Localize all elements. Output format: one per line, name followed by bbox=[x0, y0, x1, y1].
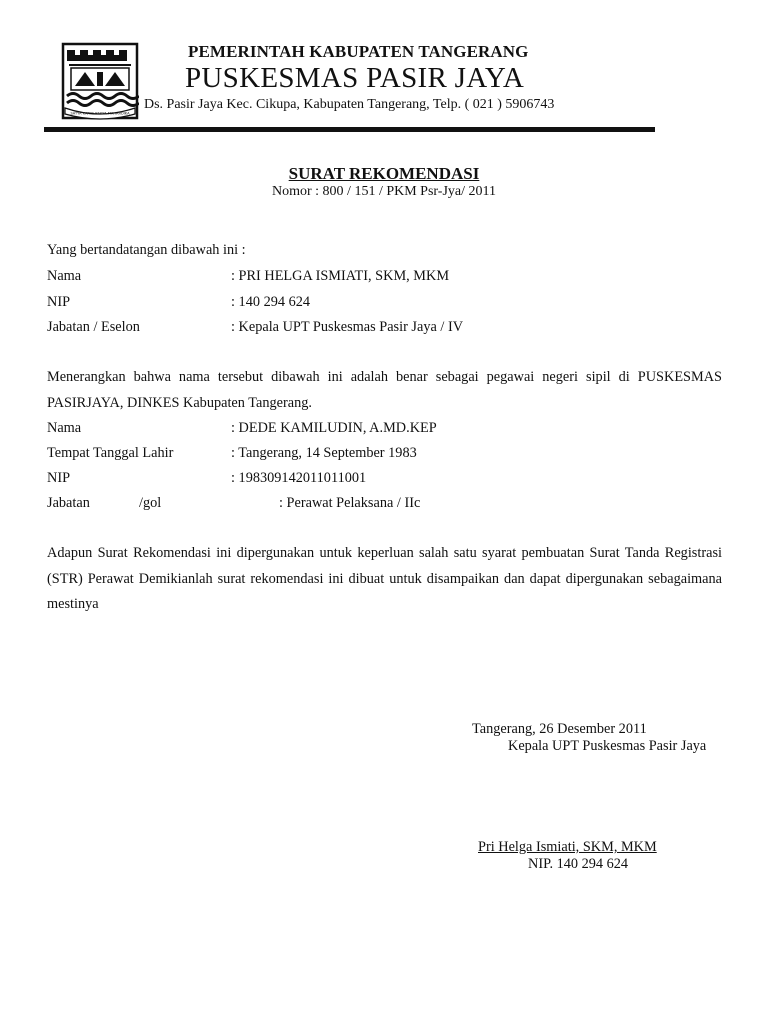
signer-position-value: : Kepala UPT Puskesmas Pasir Jaya / IV bbox=[231, 319, 464, 335]
signer-position-closing: Kepala UPT Puskesmas Pasir Jaya bbox=[508, 738, 707, 754]
signer-nip-closing: NIP. 140 294 624 bbox=[528, 856, 629, 872]
purpose-paragraph: Adapun Surat Rekomendasi ini dipergunakan untuk keperluan salah satu syarat pembuatan Surat Tanda Registrasi (STR) Perawat Demikianlah surat rekomendasi ini dibuat untuk disampaikan dan dapat dipergunakan sebagaimana mestinya bbox=[47, 545, 722, 612]
subject-nip-value: : 198309142011011001 bbox=[231, 470, 367, 486]
signer-nip-value: : 140 294 624 bbox=[231, 294, 311, 310]
statement-paragraph: Menerangkan bahwa nama tersebut dibawah ini adalah benar sebagai pegawai negeri sipil di PUSKESMAS PASIRJAYA, DINKES Kabupaten Tangerang. bbox=[47, 369, 722, 411]
subject-jabatan-value: : Perawat Pelaksana / IIc bbox=[279, 495, 421, 511]
subject-name-value: : DEDE KAMILUDIN, A.MD.KEP bbox=[231, 420, 437, 436]
signer-nip-label: NIP bbox=[47, 294, 71, 310]
logo-motto: SATYA KARYA RAKYA MAHARDIKA bbox=[70, 111, 130, 116]
place-date: Tangerang, 26 Desember 2011 bbox=[472, 721, 647, 737]
kabupaten-tangerang-logo-icon bbox=[61, 42, 139, 120]
letter-title: SURAT REKOMENDASI bbox=[288, 164, 480, 183]
letter-number: Nomor : 800 / 151 / PKM Psr-Jya/ 2011 bbox=[272, 184, 496, 199]
signer-name-label: Nama bbox=[47, 268, 82, 284]
letterhead-institution: PUSKESMAS PASIR JAYA bbox=[185, 62, 525, 94]
letterhead-divider bbox=[44, 127, 655, 132]
letterhead-address: Ds. Pasir Jaya Kec. Cikupa, Kabupaten Tangerang, Telp. ( 021 ) 5906743 bbox=[144, 97, 555, 112]
signer-name-value: : PRI HELGA ISMIATI, SKM, MKM bbox=[231, 268, 450, 284]
signer-name-signature: Pri Helga Ismiati, SKM, MKM bbox=[478, 839, 657, 855]
subject-birth-value: : Tangerang, 14 September 1983 bbox=[231, 445, 417, 461]
subject-name-label: Nama bbox=[47, 420, 82, 436]
subject-gol-label: /gol bbox=[139, 495, 162, 511]
signer-position-label: Jabatan / Eselon bbox=[47, 319, 140, 335]
letterhead-government: PEMERINTAH KABUPATEN TANGERANG bbox=[188, 42, 529, 61]
subject-birth-label: Tempat Tanggal Lahir bbox=[47, 445, 174, 461]
subject-nip-label: NIP bbox=[47, 470, 71, 486]
intro-text: Yang bertandatangan dibawah ini : bbox=[47, 242, 246, 258]
subject-jabatan-label: Jabatan bbox=[47, 495, 90, 511]
